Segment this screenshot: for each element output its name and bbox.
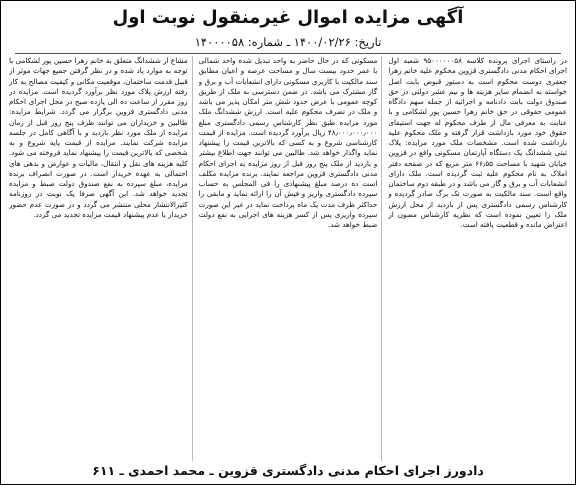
notice-title: آگهی مزایده اموال غیرمنقول نوبت اول <box>112 7 464 28</box>
signature-line: دادورز اجرای احکام مدنی دادگستری قزوین ـ محمد احمدی ـ ۶۱۱ <box>92 463 484 478</box>
notice-date-number: تاریخ: ۱۴۰۰/۰۲/۲۶ ـ شماره: ۱۴۰۰۰۰۵۸ <box>194 35 382 49</box>
column-left: مشاع از ششدانگ متعلق به خانم زهرا حسین پور لشکامی با توجه به موارد یاد شده و در نظر گرفتن جمیع جهات موثر از قبیل قدمت ساختمان، موقعیت مکانی و کیفیت مصالح به کار رفته ارزش پلاک مورد نظر برآورد گردیده است. مزایده در روز مقرر از ساعت ده الی یازده صبح در محل اجرای احکام مدنی دادگستری قزوین برگزار می گردد. شرایط مزایده: طالبین و خریداران می توانند ظرف پنج روز قبل از زمان مزایده از ملک مورد نظر بازدید و با آگاهی کامل در جلسه مزایده شرکت نمایند. مزایده از قیمت پایه شروع و به شخصی که بالاترین قیمت را پیشنهاد نماید فروخته می شود. کلیه هزینه های نقل و انتقال، مالیات و عوارض و بدهی های احتمالی به عهده خریدار است. در صورت انصراف برنده مزایده، مبلغ سپرده به نفع صندوق دولت ضبط و مزایده تجدید خواهد شد. این آگهی صرفا یک نوبت در روزنامه کثیرالانتشار محلی منتشر می گردد و در صورت عدم حضور خریدار یا عدم پیشنهاد قیمت مزایده تجدید می گردد. <box>9 56 193 461</box>
header-divider <box>15 53 561 54</box>
column-right: در راستای اجرای پرونده کلاسه ۹۵۰۰۰۰۰۰۵۸ شعبه اول اجرای احکام مدنی دادگستری قزوین محکوم علیه خانم زهرا جعفری دوست محکوم است به دستور قبوض بابت اصل خواسته به انضمام سایر هزینه ها و نیم عشر دولتی در حق صندوق دولت بابت دادنامه و اجرائیه از جمله سهم دادگاه عمومی حقوقی در حق خانم زهرا حسین پور لشکامی و با عنایت به معرفی مال از طرف محکوم له جهت استیفای حقوق خود مورد بازداشت قرار گرفته و ملک محکوم علیه بازداشت شده است. مشخصات ملک مورد مزایده: پلاک ثبتی ششدانگ یک دستگاه آپارتمان مسکونی واقع در قزوین خیابان شهید با مساحت ۶۶٫۵۵ متر مربع که در صفحه دفتر املاک به نام محکوم علیه ثبت گردیده است. ملک دارای انشعابات آب و برق و گاز می باشد و در طبقه دوم ساختمان واقع است. سند مالکیت به صورت تک برگ صادر گردیده و کارشناس رسمی دادگستری پس از بازدید از محل ارزش ملک را تعیین نموده است که نظریه کارشناس مصون از اعتراض مانده و قطعیت یافته است. <box>388 56 567 229</box>
notice-body <box>9 56 567 461</box>
column-middle: مسکونی که در حال حاضر به واحد تبدیل شده واحد شمالی با عمر حدود بیست سال و مساحت عرصه و اعیان مطابق سند مالکیت با کاربری مسکونی دارای انشعابات آب و برق و گاز مشترک می باشد. در ضمن دسترسی به ملک از طریق کوچه عمومی با عرض حدود شش متر امکان پذیر می باشد و ملک در تصرف محکوم علیه است. ارزش ششدانگ ملک مورد مزایده طبق نظر کارشناس رسمی دادگستری مبلغ ۴۸٫۰۰۰٫۰۰۰٫۰۰۰ ریال برآورد گردیده است. مزایده از قیمت کارشناسی شروع و به کسی که بالاترین قیمت را پیشنهاد نماید واگذار خواهد شد. طالبین می توانند جهت اطلاع بیشتر و بازدید از ملک پنج روز قبل از روز مزایده به اجرای احکام مدنی دادگستری قزوین مراجعه نمایند. برنده مزایده مکلف است ده درصد مبلغ پیشنهادی را فی المجلس به حساب سپرده دادگستری واریز و فیش آن را ارائه نماید و مابقی را حداکثر ظرف مدت یک ماه پرداخت نماید در غیر این صورت سپرده واریزی پس از کسر هزینه های اجرایی به نفع دولت ضبط خواهد شد. <box>199 56 383 461</box>
